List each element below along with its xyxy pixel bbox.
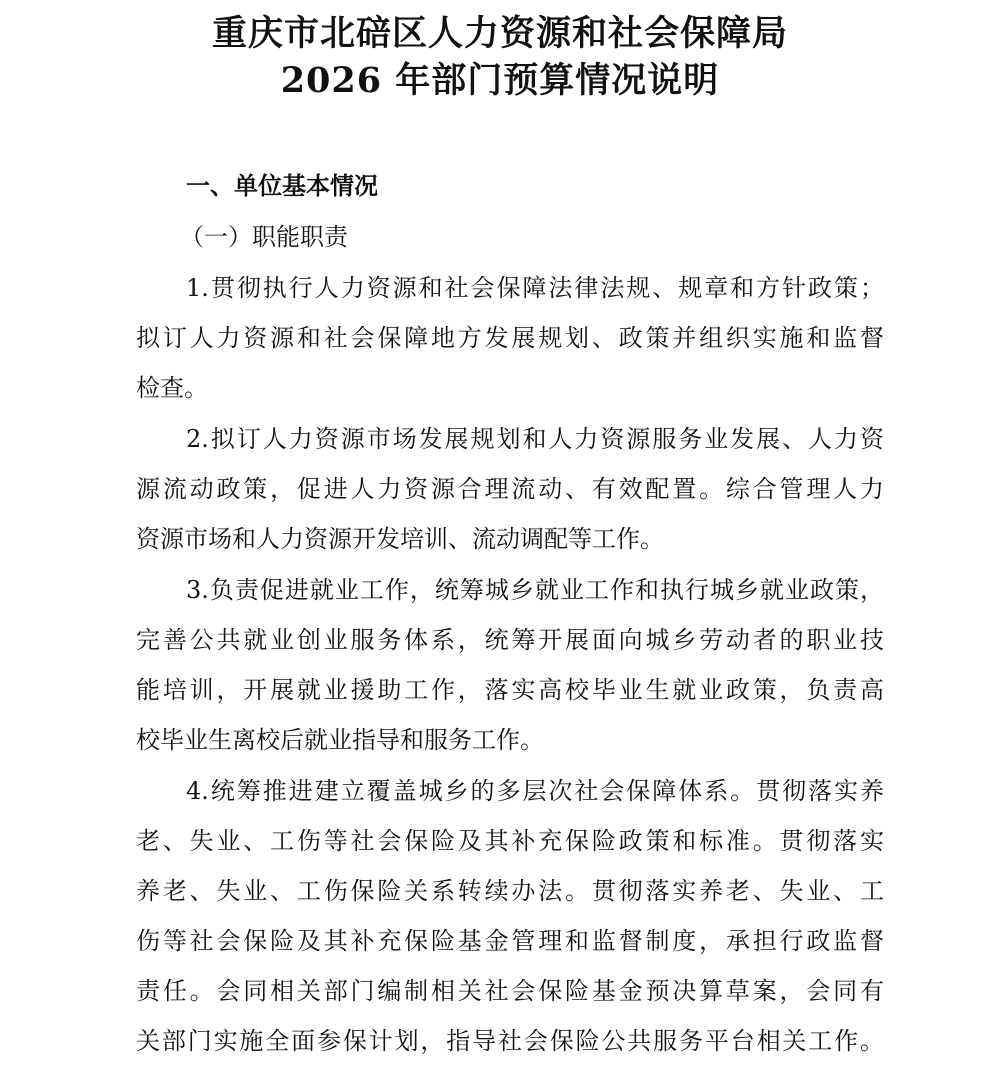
paragraph-line: 1.贯彻执行人力资源和社会保障法律法规、规章和方针政策； (186, 274, 884, 302)
paragraph-line: 检查。 (136, 374, 208, 402)
paragraph-line: 3.负责促进就业工作，统筹城乡就业工作和执行城乡就业政策， (186, 576, 884, 604)
paragraph-line: 伤等社会保险及其补充保险基金管理和监督制度，承担行政监督 (136, 927, 884, 955)
paragraph-line: 2.拟订人力资源市场发展规划和人力资源服务业发展、人力资 (186, 425, 884, 453)
subsection-heading: （一）职能职责 (180, 223, 348, 251)
paragraph-line: 能培训，开展就业援助工作，落实高校毕业生就业政策，负责高 (136, 676, 884, 704)
section-heading: 一、单位基本情况 (186, 172, 378, 200)
document-title: 重庆市北碚区人力资源和社会保障局 (211, 13, 788, 54)
paragraph-line: 源流动政策，促进人力资源合理流动、有效配置。综合管理人力 (136, 475, 884, 503)
paragraph-line: 校毕业生离校后就业指导和服务工作。 (136, 726, 544, 754)
paragraph-line: 老、失业、工伤等社会保险及其补充保险政策和标准。贯彻落实 (136, 827, 884, 855)
paragraph-line: 完善公共就业创业服务体系，统筹开展面向城乡劳动者的职业技 (136, 626, 884, 654)
paragraph-line: 拟订人力资源和社会保障地方发展规划、政策并组织实施和监督 (136, 324, 884, 352)
paragraph-line: 4.统筹推进建立覆盖城乡的多层次社会保障体系。贯彻落实养 (186, 777, 884, 805)
paragraph-line: 养老、失业、工伤保险关系转续办法。贯彻落实养老、失业、工 (136, 877, 884, 905)
document-subtitle: 2026 年部门预算情况说明 (280, 60, 720, 101)
paragraph-line: 资源市场和人力资源开发培训、流动调配等工作。 (136, 525, 664, 553)
paragraph-line: 责任。会同相关部门编制相关社会保险基金预决算草案，会同有 (136, 977, 884, 1005)
paragraph-line: 关部门实施全面参保计划，指导社会保险公共服务平台相关工作。 (136, 1027, 884, 1055)
